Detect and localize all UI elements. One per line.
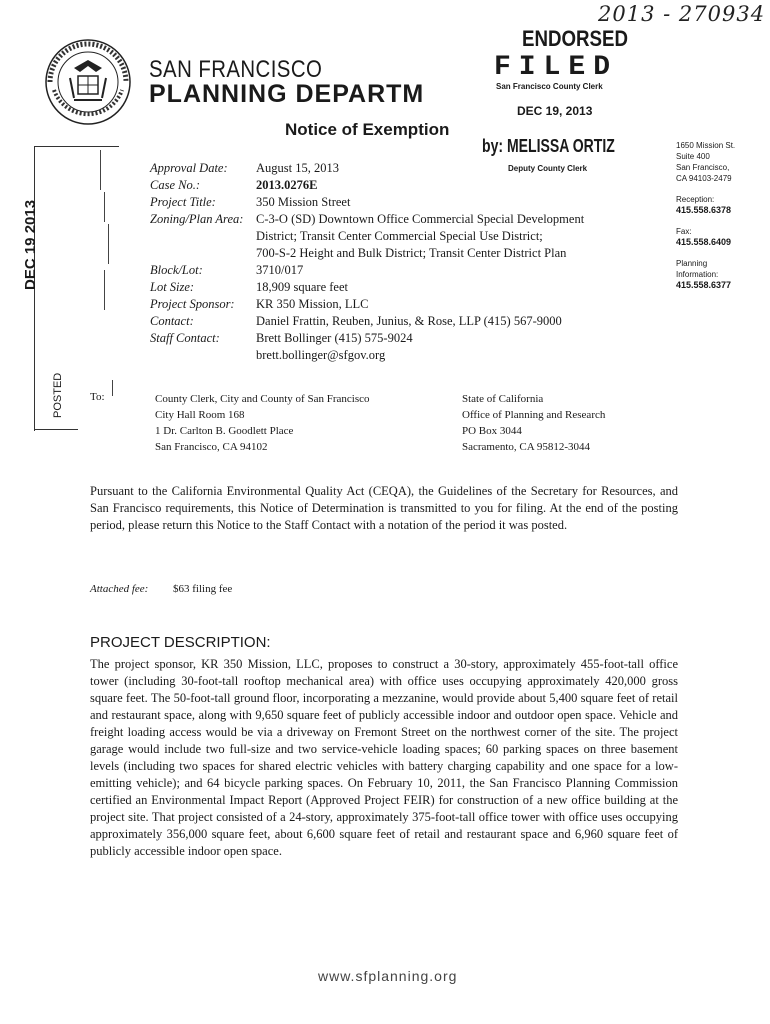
address-line: PO Box 3044 (462, 425, 522, 437)
address-line: City Hall Room 168 (155, 409, 245, 421)
sponsor-label: Project Sponsor: (150, 297, 235, 311)
sponsor-value: KR 350 Mission, LLC (256, 297, 369, 311)
bracket-tick (104, 270, 105, 310)
sidebar-address (676, 140, 768, 184)
side-stamp-posted: POSTED (52, 372, 64, 418)
city-county-seal-icon (44, 38, 132, 126)
side-stamp-date: DEC 19 2013 (22, 199, 39, 290)
sidebar-planning-info (676, 258, 768, 291)
address-line: County Clerk, City and County of San Francisco (155, 393, 370, 405)
project-title-label: Project Title: (150, 195, 216, 209)
address-line: Office of Planning and Research (462, 409, 606, 421)
zoning-line: District; Transit Center Commercial Special Use District; (256, 229, 543, 243)
block-lot-value: 3710/017 (256, 263, 304, 277)
table-row (150, 177, 636, 194)
bracket-tick (108, 224, 109, 264)
zoning-line: C-3-O (SD) Downtown Office Commercial Special Development (256, 212, 585, 226)
bracket-tick (104, 192, 105, 222)
planning-phone: 415.558.6377 (676, 280, 732, 290)
lot-size-value: 18,909 square feet (256, 280, 348, 294)
project-description-body: The project sponsor, KR 350 Mission, LLC, proposes to construct a 30-story, approximately 455-foot-tall office tower (including 30-foot-tall rooftop mechanical area) with office uses occupying approximately 420,000 gross square feet. The 50-foot-tall ground floor, incorporating a mezzanine, would provide about 5,400 square feet of retail and restaurant space, along with 9,650 square feet of publicly accessible indoor and outdoor open space. Vehicle and freight loading access would be via a driveway on Fremont Street on the northwest corner of the site. The project garage would include two full-size and two service-vehicle loading spaces; 60 parking spaces on three basement levels (including two spaces for shared electric vehicles with battery charging capability and one space for a low-emitting vehicle); and 64 bicycle parking spaces. On February 10, 2011, the San Francisco Planning Commission certified an Environmental Impact Report (Approved Project FEIR) for construction of a new office building at the project site. That project consisted of a 24-story, approximately 375-foot-tall office tower with office uses occupying approximately 356,000 square feet, about 6,600 square feet of retail and restaurant space and 6,960 square feet of publicly accessible indoor open space. (90, 657, 678, 858)
zoning-line: 700-S-2 Height and Bulk District; Transit Center District Plan (256, 246, 567, 260)
case-no-label: Case No.: (150, 178, 200, 192)
stamp-endorsed: ENDORSED (522, 26, 628, 51)
zoning-value (256, 211, 636, 262)
zoning-label: Zoning/Plan Area: (150, 212, 244, 226)
reception-label: Reception: (676, 195, 715, 204)
lot-size-label: Lot Size: (150, 280, 195, 294)
stamp-clerk-line: San Francisco County Clerk (496, 82, 603, 91)
staff-contact-value (256, 330, 636, 364)
contact-value: Daniel Frattin, Reuben, Junius, & Rose, LLP (415) 567-9000 (256, 314, 562, 328)
table-row (150, 313, 636, 330)
address-line: San Francisco, CA 94102 (155, 441, 268, 453)
project-description-heading: PROJECT DESCRIPTION: (90, 634, 271, 651)
sidebar-reception (676, 194, 768, 216)
address-line: CA 94103-2479 (676, 174, 732, 183)
posting-bracket-bottom (34, 429, 78, 430)
pursuant-paragraph: Pursuant to the California Environmental Quality Act (CEQA), the Guidelines of the Secretary for Resources, and San Francisco requirements, this Notice of Determination is transmitted to you for filing. At the end of the posting period, please return this Notice to the Staff Contact with a notation of the period it was posted. (90, 484, 678, 532)
bracket-tick (112, 380, 113, 396)
case-no-value: 2013.0276E (256, 178, 318, 192)
table-row (150, 262, 636, 279)
reception-phone: 415.558.6378 (676, 205, 732, 215)
attached-fee-label: Attached fee: (90, 583, 149, 595)
footer-website[interactable]: www.sfplanning.org (318, 968, 458, 984)
address-line: San Francisco, (676, 163, 730, 172)
fax-label: Fax: (676, 227, 692, 236)
address-line: Suite 400 (676, 152, 710, 161)
planning-label: Planning (676, 259, 708, 268)
fax-phone: 415.558.6409 (676, 237, 732, 247)
contact-label: Contact: (150, 314, 194, 328)
planning-label: Information: (676, 270, 719, 279)
table-row (150, 330, 636, 364)
stamp-filed: FILED (494, 52, 619, 83)
address-line: 1 Dr. Carlton B. Goodlett Place (155, 425, 294, 437)
staff-contact-label: Staff Contact: (150, 331, 220, 345)
table-row (150, 279, 636, 296)
attached-fee-value: $63 filing fee (173, 583, 233, 595)
stamp-signature: by: MELISSA ORTIZ (482, 136, 615, 156)
posting-bracket (34, 146, 119, 431)
address-line: State of California (462, 393, 544, 405)
staff-contact-email[interactable]: brett.bollinger@sfgov.org (256, 348, 386, 362)
table-row (150, 160, 636, 177)
letterhead-department: PLANNING DEPARTM (149, 80, 425, 108)
handwritten-filing-number: 2013 - 270934 (598, 2, 766, 26)
to-state-address (462, 391, 605, 455)
stamp-deputy: Deputy County Clerk (508, 164, 588, 173)
address-line: 1650 Mission St. (676, 141, 736, 150)
to-label: To: (90, 391, 105, 403)
document-title: Notice of Exemption (285, 120, 450, 139)
project-info-table (150, 160, 636, 364)
attached-fee (90, 583, 232, 595)
to-county-address (155, 391, 369, 455)
bracket-tick (100, 150, 101, 190)
project-title-value: 350 Mission Street (256, 195, 351, 209)
approval-date-label: Approval Date: (150, 161, 228, 175)
table-row (150, 211, 636, 262)
sidebar-contact-info (676, 140, 768, 301)
sidebar-fax (676, 226, 768, 248)
staff-contact-phone: Brett Bollinger (415) 575-9024 (256, 331, 413, 345)
letterhead-city: SAN FRANCISCO (149, 56, 323, 83)
stamp-date: DEC 19, 2013 (517, 104, 593, 118)
address-line: Sacramento, CA 95812-3044 (462, 441, 591, 453)
block-lot-label: Block/Lot: (150, 263, 203, 277)
table-row (150, 296, 636, 313)
table-row (150, 194, 636, 211)
approval-date-value: August 15, 2013 (256, 161, 339, 175)
